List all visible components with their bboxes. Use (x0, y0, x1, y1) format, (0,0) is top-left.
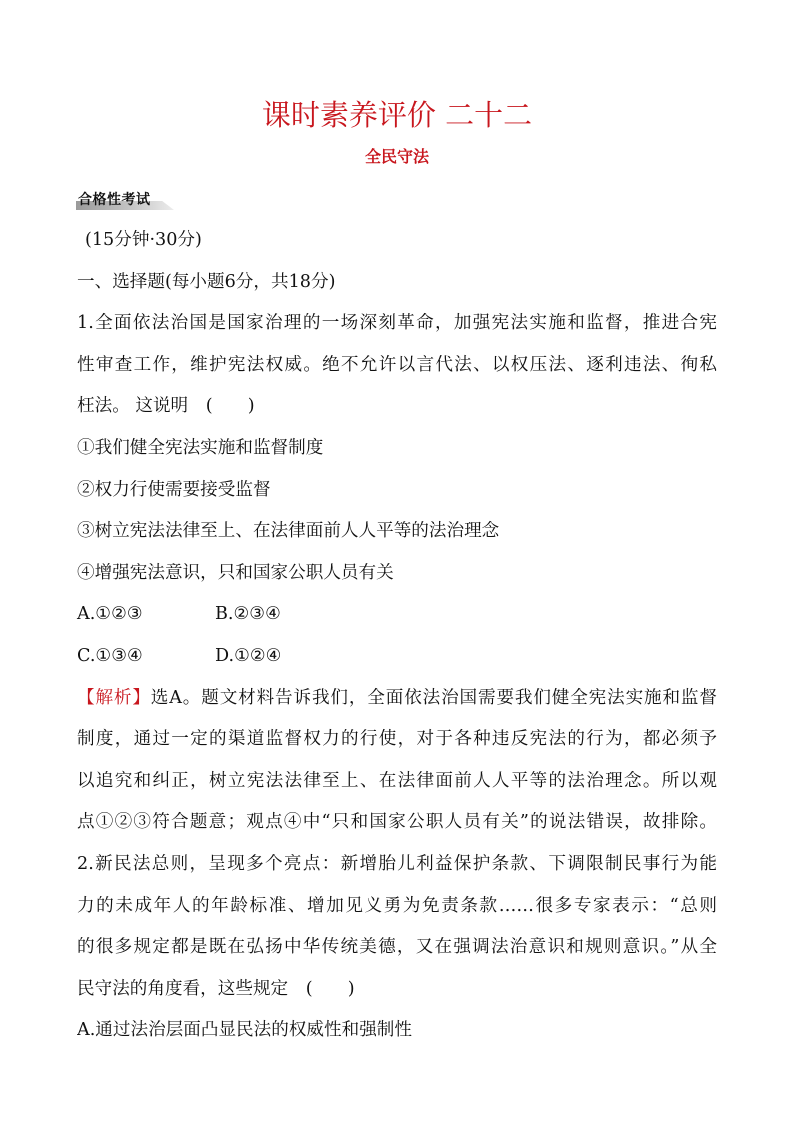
analysis-line: 点①②③符合题意；观点④中“只和国家公职人员有关”的说法错误，故排除。 (77, 812, 717, 833)
question-1-statement: ②权力行使需要接受监督 (77, 479, 271, 500)
question-1-statement: ①我们健全宪法实施和监督制度 (77, 437, 324, 458)
part-heading: 一、选择题(每小题6分，共18分) (77, 271, 336, 292)
analysis-line (77, 678, 717, 720)
page-subtitle: 全民守法 (364, 147, 429, 166)
question-1-options-row (77, 594, 717, 636)
question-1-option-c: C.①③④ (77, 645, 143, 666)
question-1-statement: ③树立宪法法律至上、在法律面前人人平等的法治理念 (77, 521, 500, 542)
question-2 (77, 844, 717, 1052)
question-1-options-row (77, 636, 717, 678)
question-2-stem-line: 的很多规定都是既在弘扬中华传统美德，又在强调法治意识和规则意识。”从全 (77, 937, 717, 958)
question-1-option-d: D.①②④ (215, 645, 282, 666)
question-2-stem-line: 民守法的角度看，这些规定 ( ) (77, 978, 355, 999)
exam-body (77, 220, 717, 1052)
question-1-stem-line: 1.全面依法治国是国家治理的一场深刻革命，加强宪法实施和监督，推进合宪 (77, 313, 717, 334)
question-1-option-b: B.②③④ (215, 604, 281, 625)
analysis-text: 选A。题文材料告诉我们，全面依法治国需要我们健全宪法实施和监督 (150, 687, 717, 708)
analysis-label: 【解析】 (77, 687, 151, 708)
question-1-statement: ④增强宪法意识，只和国家公职人员有关 (77, 562, 394, 583)
question-2-stem-line: 力的未成年人的年龄标准、增加见义勇为免责条款……很多专家表示：“总则 (77, 895, 717, 916)
question-2-option-a: A.通过法治层面凸显民法的权威性和强制性 (77, 1020, 412, 1041)
question-1 (77, 303, 717, 844)
time-info: (15分钟·30分) (85, 230, 202, 250)
question-2-stem-line: 2.新民法总则，呈现多个亮点：新增胎儿利益保护条款、下调限制民事行为能 (77, 853, 717, 874)
analysis-line: 以追究和纠正，树立宪法法律至上、在法律面前人人平等的法治理念。所以观 (77, 770, 717, 791)
analysis-line: 制度，通过一定的渠道监督权力的行使，对于各种违反宪法的行为，都必须予 (77, 729, 717, 750)
question-1-stem-line: 性审查工作，维护宪法权威。绝不允许以言代法、以权压法、逐利违法、徇私 (77, 354, 717, 375)
question-1-stem-line: 枉法。 这说明 ( ) (77, 396, 255, 417)
question-1-analysis (77, 678, 717, 844)
section-tag (76, 189, 176, 211)
question-1-option-a: A.①②③ (77, 604, 143, 625)
section-tag-label: 合格性考试 (78, 192, 151, 208)
page-title: 课时素养评价 二十二 (261, 98, 533, 132)
